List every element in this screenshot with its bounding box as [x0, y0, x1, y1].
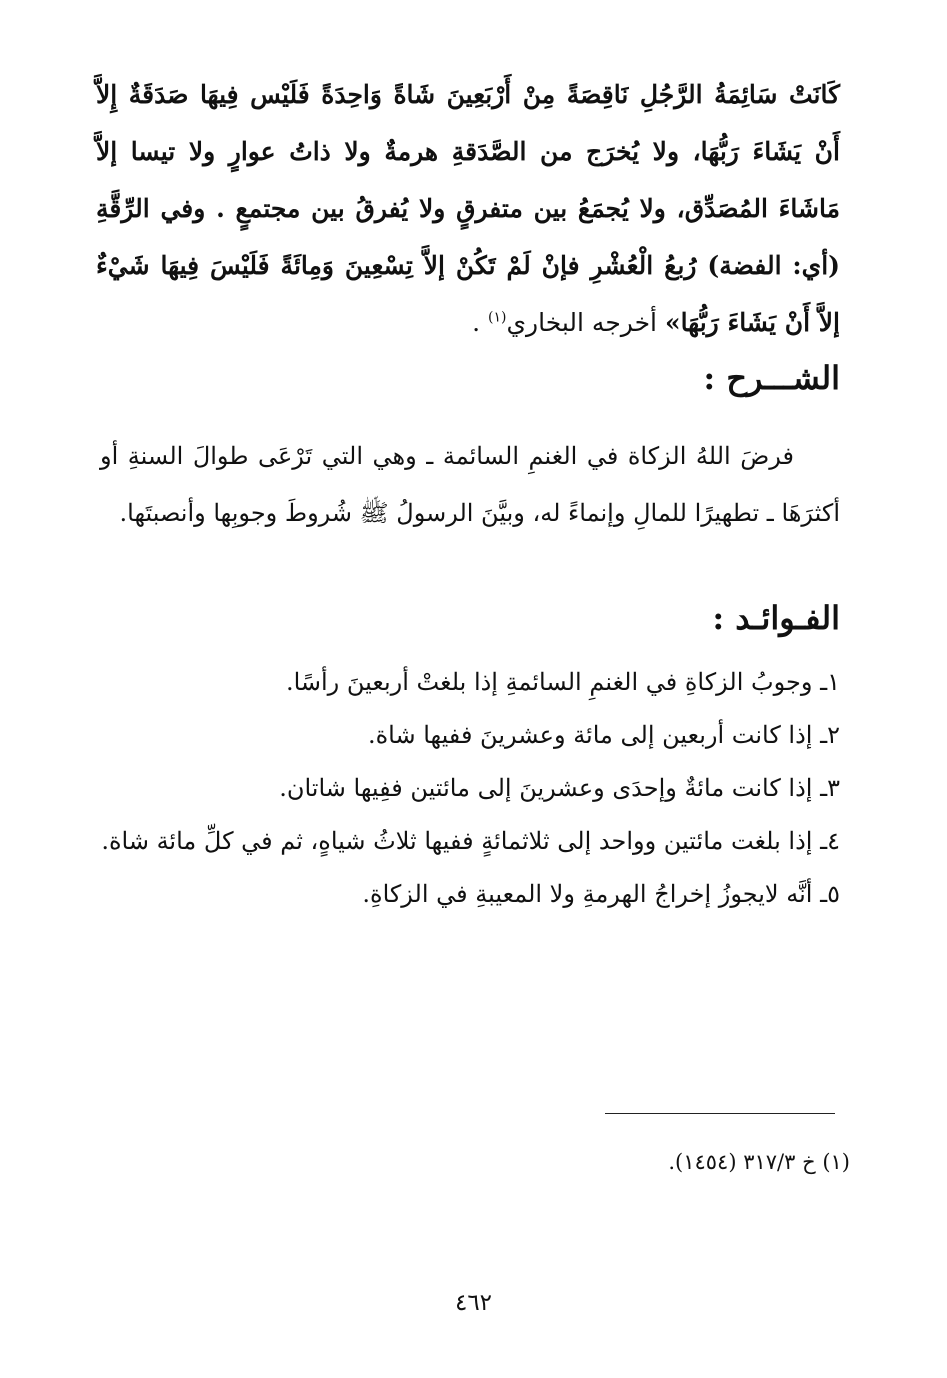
- fawaid-item: ٣ـ إذا كانت مائةٌ وإحدَى وعشرينَ إلى مائتين ففِيها شاتان.: [279, 774, 840, 802]
- page-number: ٤٦٢: [454, 1290, 493, 1316]
- fawaid-item: ٥ـ أنَّه لايجوزُ إخراجُ الهرمةِ ولا المعيبةِ في الزكاةِ.: [362, 880, 840, 908]
- sharh-paragraph: فرضَ اللهُ الزكاة في الغنمِ السائمة ـ وهي التي تَرْعَى طوالَ السنةِ أو أكثرَهَا ـ تطهيرًا للمالِ وإنماءً له، وبيَّنَ الرسولُ ﷺ شُروطَ وجوبِها وأنصبتَها.: [100, 442, 840, 527]
- sharh-heading: الشـــرح :: [703, 359, 840, 397]
- footnote-marker: (١): [488, 309, 507, 326]
- footnote-divider: [605, 1113, 835, 1114]
- hadith-text-block: [96, 66, 840, 351]
- fawaid-list: [96, 656, 840, 921]
- footnote-text: (١) خ ٣١٧/٣ (١٤٥٤).: [668, 1150, 850, 1174]
- fawaid-item: ٤ـ إذا بلغت مائتين وواحد إلى ثلاثمائةٍ ففيها ثلاثُ شياهٍ، ثم في كلِّ مائة شاة.: [101, 827, 840, 855]
- fawaid-heading: الفـوائـد :: [712, 599, 840, 637]
- fawaid-item: ١ـ وجوبُ الزكاةِ في الغنمِ السائمةِ إذا بلغتْ أربعينَ رأسًا.: [285, 668, 840, 696]
- fawaid-item: ٢ـ إذا كانت أربعين إلى مائة وعشرينَ ففيها شاة.: [367, 721, 840, 749]
- hadith-text: كَانَتْ سَائِمَةُ الرَّجُلِ نَاقِصَةً مِنْ أَرْبَعِينَ شَاةً وَاحِدَةً فَلَيْس فِيهَا صَدَقَةٌ إِلاَّ أَنْ يَشَاءَ رَبُّهَا، ولا يُخرَج من الصَّدَقةِ هرمةٌ ولا ذاتُ عوارٍ ولا تيسا إلاَّ مَاشَاءَ المُصَدِّق، ولا يُجمَعُ بين متفرقٍ ولا يُفرقُ بين مجتمعٍ . وفي الرِّقَّةِ (أي: الفضة) رُبعُ الْعُشْرِ فإنْ لَمْ تَكُنْ إلاَّ تِسْعِينَ وَمِائَةً فَلَيْسَ فِيهَا شَيْءٌ إلاَّ أَنْ يَشَاءَ رَبُّهَا»: [96, 80, 840, 337]
- hadith-source: أخرجه البخاري: [506, 308, 665, 337]
- hadith-end-punctuation: .: [472, 308, 489, 337]
